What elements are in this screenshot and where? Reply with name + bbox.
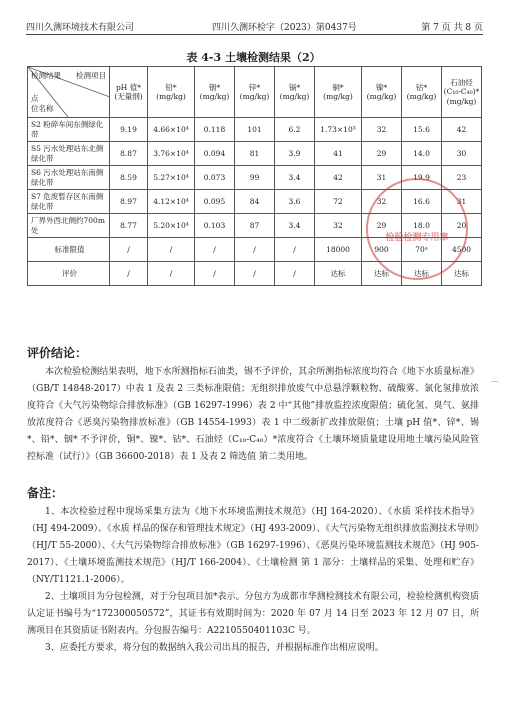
value-cell: 8.77 <box>110 214 148 238</box>
value-cell: 72 <box>315 190 362 214</box>
value-cell: 0.073 <box>195 166 235 190</box>
header-page-number: 第 7 页 共 8 页 <box>421 23 483 33</box>
value-cell: 0.103 <box>195 214 235 238</box>
evaluation-paragraph <box>27 364 479 466</box>
column-header: 钴* (mg/kg) <box>402 67 442 118</box>
value-cell: 5.27×10⁴ <box>148 166 195 190</box>
value-cell: 8.59 <box>110 166 148 190</box>
header-report-number: 四川久测环检字（2023）第0437号 <box>212 23 357 33</box>
value-cell: 29 <box>362 142 402 166</box>
site-name-cell: S7 危废暂存区东南侧绿化带 <box>28 190 110 214</box>
value-cell: 4500 <box>442 238 482 262</box>
value-cell: 84 <box>235 190 275 214</box>
value-cell: 达标 <box>315 262 362 286</box>
margin-mark: ⌒ <box>490 382 500 393</box>
value-cell: / <box>275 262 315 286</box>
column-header: 铟* (mg/kg) <box>195 67 235 118</box>
value-cell: 99 <box>235 166 275 190</box>
value-cell: 8.87 <box>110 142 148 166</box>
value-cell: 3.6 <box>275 190 315 214</box>
table-row <box>28 142 482 166</box>
value-cell: 30 <box>442 142 482 166</box>
value-cell: 1.73×10³ <box>315 118 362 142</box>
value-cell: 29 <box>362 214 402 238</box>
evaluation-heading: 评价结论： <box>27 346 88 360</box>
value-cell: / <box>148 262 195 286</box>
value-cell: 0.118 <box>195 118 235 142</box>
value-cell: 5.20×10⁴ <box>148 214 195 238</box>
value-cell: 达标 <box>362 262 402 286</box>
notes-list <box>27 504 479 657</box>
value-cell: 23 <box>442 166 482 190</box>
value-cell: 9.19 <box>110 118 148 142</box>
site-name-cell: S5 污水处理站东北侧绿化带 <box>28 142 110 166</box>
column-header: 镉* (mg/kg) <box>275 67 315 118</box>
site-name-cell: S6 污水处理站东南侧绿化带 <box>28 166 110 190</box>
site-name-cell: 标准限值 <box>28 238 110 262</box>
value-cell: 4.66×10⁴ <box>148 118 195 142</box>
column-header: 铜* (mg/kg) <box>315 67 362 118</box>
value-cell: / <box>235 238 275 262</box>
value-cell: 4.12×10⁴ <box>148 190 195 214</box>
value-cell: 3.4 <box>275 214 315 238</box>
table-title: 表 4-3 土壤检测结果（2） <box>186 51 321 64</box>
value-cell: 42 <box>315 166 362 190</box>
header-company: 四川久测环境技术有限公司 <box>26 23 135 33</box>
column-header: 铅* (mg/kg) <box>148 67 195 118</box>
corner-label-item: 检测项目 <box>76 71 106 80</box>
value-cell: 0.094 <box>195 142 235 166</box>
value-cell: 16.6 <box>402 190 442 214</box>
table-header-row <box>28 67 482 118</box>
value-cell: / <box>195 238 235 262</box>
value-cell: 6.2 <box>275 118 315 142</box>
note-item: 2、土壤项目为分包检测，对于分包项目加*表示。分包方为成都市华测检测技术有限公司，检验检测机构资质认定证书编号为“172300050572”，其证书有效期时间为：2020 年 07 月 14 日至 2023 年 12 月 07 日，所测项目在其资质证书附表内。分包报告编号：A2210550401103C 号。 <box>27 592 479 636</box>
value-cell: 42 <box>442 118 482 142</box>
corner-label-result: 检测结果 <box>31 71 61 80</box>
value-cell: 70ᵃ <box>402 238 442 262</box>
value-cell: 101 <box>235 118 275 142</box>
value-cell: 32 <box>362 190 402 214</box>
table-row <box>28 118 482 142</box>
value-cell: 19.9 <box>402 166 442 190</box>
value-cell: / <box>275 238 315 262</box>
note-item: 3、应委托方要求，将分包的数据纳入我公司出具的报告，并根据标准作出相应说明。 <box>45 643 384 653</box>
value-cell: 8.97 <box>110 190 148 214</box>
value-cell: 3.76×10⁴ <box>148 142 195 166</box>
corner-label-site: 点 位名称 <box>31 94 54 113</box>
column-header: 石油烃 (C₁₀-C₄₀)* (mg/kg) <box>442 67 482 118</box>
value-cell: 31 <box>442 190 482 214</box>
value-cell: / <box>235 262 275 286</box>
notes-heading: 备注： <box>27 486 64 500</box>
value-cell: 18.0 <box>402 214 442 238</box>
column-header: 锌* (mg/kg) <box>235 67 275 118</box>
value-cell: / <box>110 238 148 262</box>
value-cell: 87 <box>235 214 275 238</box>
value-cell: 18000 <box>315 238 362 262</box>
value-cell: 20 <box>442 214 482 238</box>
column-header: pH 值* (无量纲) <box>110 67 148 118</box>
value-cell: 14.0 <box>402 142 442 166</box>
value-cell: / <box>195 262 235 286</box>
value-cell: 31 <box>362 166 402 190</box>
value-cell: 达标 <box>402 262 442 286</box>
corner-cell <box>28 67 110 118</box>
note-item: 1、本次检验过程中现场采集方法为《地下水环境监测技术规范》（HJ 164-2020）、《水质 采样技术指导》（HJ 494-2009）、《水质 样品的保存和管理技术规定》（HJ 493-2009）、《大气污染物无组织排放监测技术导则》（HJ/T 55-2000）、《大气污染物综合排放标准》（GB 16297-1996）、《恶臭污染环境监测技术规范》（HJ 905-2017）、《土壤环境监测技术规范》（HJ/T 166-2004）、《土壤检测 第 1 部分：土壤样品的采集、处理和贮存》（NY/T1121.1-2006）。 <box>27 507 479 585</box>
inspection-seal <box>366 178 468 280</box>
value-cell: / <box>148 238 195 262</box>
site-name-cell: 评价 <box>28 262 110 286</box>
evaluation-text: 本次检验检测结果表明，地下水所测指标石油类，锡不予评价，其余所测指标浓度均符合《地下水质量标准》（GB/T 14848-2017）中表 1 及表 2 三类标准限值；无组织排放废气中总悬浮颗粒物、硫酸雾、氯化氢排放浓度符合《大气污染物综合排放标准》（GB 16297-1996）表 2 中“其他”排放监控浓度限值；硫化氢、臭气、氨排放浓度符合《恶臭污染物排放标准》（GB 14554-1993）表 1 中二级新扩改排放限值；土壤 pH 值*、锌*、锡*、铅*、铟* 不予评价，铜*、镍*、钴*、石油烃（C₁₀-C₄₀）*浓度符合《土壤环境质量建设用地土壤污染风险管控标准（试行）》（GB 36600-2018）表 1 及表 2 筛选值 第二类用地。 <box>27 367 479 462</box>
page-header <box>26 20 483 35</box>
value-cell: 900 <box>362 238 402 262</box>
value-cell: 81 <box>235 142 275 166</box>
value-cell: 32 <box>315 214 362 238</box>
seal-text: 检验检测专用章 <box>385 233 449 243</box>
value-cell: 41 <box>315 142 362 166</box>
site-name-cell: 厂界外西北侧约700m 处 <box>28 214 110 238</box>
value-cell: 32 <box>362 118 402 142</box>
value-cell: 达标 <box>442 262 482 286</box>
column-header: 镍* (mg/kg) <box>362 67 402 118</box>
value-cell: / <box>110 262 148 286</box>
value-cell: 0.095 <box>195 190 235 214</box>
value-cell: 15.6 <box>402 118 442 142</box>
value-cell: 3.4 <box>275 166 315 190</box>
value-cell: 3.9 <box>275 142 315 166</box>
site-name-cell: S2 粉碎车间东侧绿化带 <box>28 118 110 142</box>
